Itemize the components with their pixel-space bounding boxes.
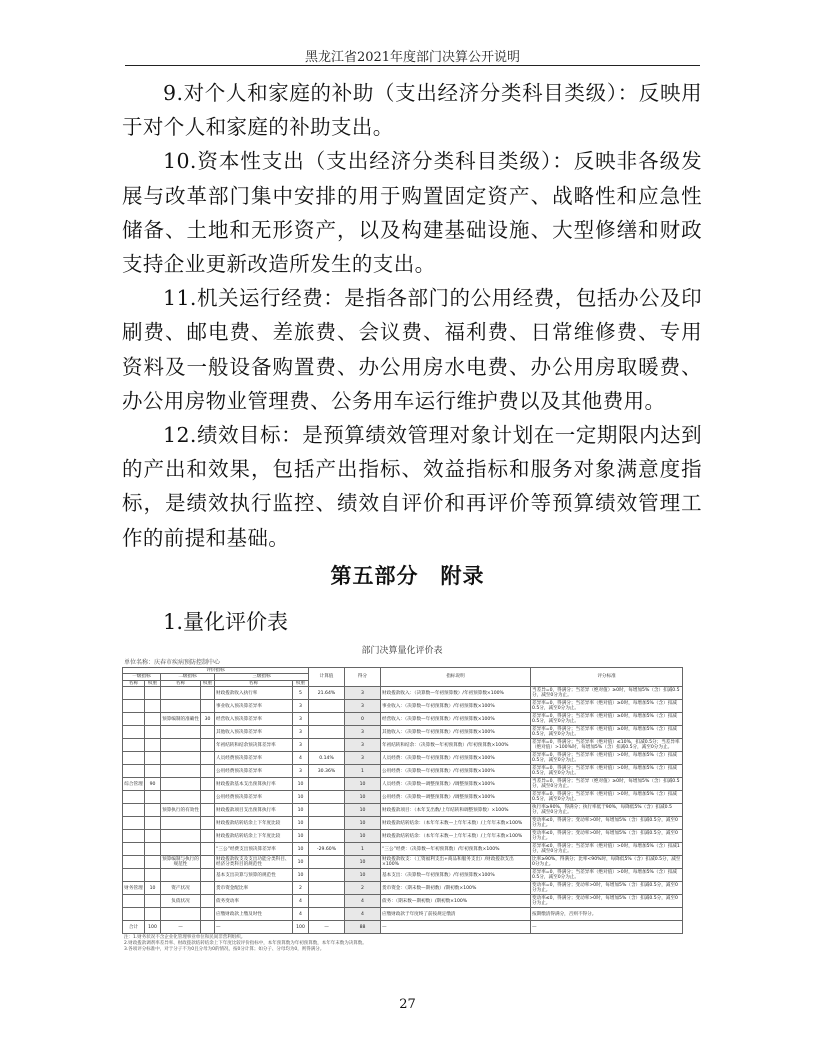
level2-weight [201, 726, 215, 739]
header-score: 得分 [345, 668, 381, 687]
level2-weight [201, 843, 215, 856]
level2-name [161, 869, 201, 882]
table-row [123, 908, 683, 921]
criteria-text: 变动率=0，得满分；变动率>0时，每增加5%（含）扣减0.5分，减至0分为止。 [531, 882, 683, 895]
level2-name [161, 739, 201, 752]
level3-weight: 10 [293, 791, 309, 804]
level1-weight [145, 700, 161, 713]
criteria-text: 变动率≤0，得满分；变动率>0时，每增加5%（含）扣减0.5分，减至0分为止。 [531, 830, 683, 843]
level2-weight [201, 830, 215, 843]
level2-name [161, 687, 201, 700]
header-calc: 计算值 [309, 668, 345, 687]
formula-text: 财政拨款结转结余：（本年年末数—上年年末数）/上年年末数×100% [381, 830, 531, 843]
level3-name: 基本支出决算与预算的规范性 [215, 869, 293, 882]
header-group: 评价指标 [123, 668, 309, 674]
level1-weight: 10 [145, 882, 161, 895]
formula-text: “三公”经费：（决算数—年初预算数）/年初预算数×100% [381, 843, 531, 856]
level3-weight: 3 [293, 700, 309, 713]
level1-name [123, 765, 145, 778]
header-formula: 指标说明 [381, 668, 531, 687]
score-value: 88 [345, 921, 381, 934]
calc-value: 21.64% [309, 687, 345, 700]
evaluation-table [122, 667, 683, 934]
level1-weight [145, 830, 161, 843]
level1-weight [145, 817, 161, 830]
calc-value [309, 713, 345, 726]
level1-name [123, 869, 145, 882]
level1-name [123, 817, 145, 830]
level2-weight [201, 739, 215, 752]
header-level2: 二级指标 [161, 674, 215, 680]
header-name: 名称 [123, 680, 145, 686]
calc-value [309, 778, 345, 791]
header-rule [125, 65, 700, 66]
level3-name: 事业收入预决算差异率 [215, 700, 293, 713]
level3-name: 其他收入预决算差异率 [215, 726, 293, 739]
formula-text: 人员经费：（决算数—调整预算数）/调整预算数×100% [381, 778, 531, 791]
criteria-text: 差异率=0，得满分；当差异率（绝对值）≤10%，扣减0.5分；当差异率（绝对值）>100%时，每增加5%（含）扣减0.5分，减至0分为止。 [531, 739, 683, 752]
formula-text: — [381, 921, 531, 934]
level3-name: 年初结转和结余预决算差异率 [215, 739, 293, 752]
level2-weight [201, 869, 215, 882]
table-row [123, 856, 683, 869]
level2-name [161, 726, 201, 739]
evaluation-table-container [122, 644, 682, 953]
level1-name [123, 700, 145, 713]
level3-name: — [215, 921, 293, 934]
level2-name [161, 908, 201, 921]
table-note: 2.财政拨款调剂率差异率、财政拨款结转结余上下年度比较评价指标中，本年预算数为年初预算数，本年年末数为决算数。 [124, 941, 367, 947]
paragraph-10: 10.资本性支出（支出经济分类科目类级）：反映非各级发展与改革部门集中安排的用于购置固定资产、战略性和应急性储备、土地和无形资产，以及构建基础设施、大型修缮和财政支持企业更新改造所发生的支出。 [122, 149, 702, 277]
level2-name [161, 791, 201, 804]
calc-value [309, 856, 345, 869]
score-value: 10 [345, 778, 381, 791]
table-row [123, 843, 683, 856]
level3-name: 财政拨款结转结余上下年度比较 [215, 830, 293, 843]
level1-name [123, 726, 145, 739]
level1-weight [145, 856, 161, 869]
header-name: 名称 [161, 680, 201, 686]
level3-name: 经营收入预决算差异率 [215, 713, 293, 726]
score-value: 10 [345, 869, 381, 882]
level1-name [123, 895, 145, 908]
level2-name: 资产状况 [161, 882, 201, 895]
level1-weight: 100 [145, 921, 161, 934]
formula-text: 财政拨款项目：（本年支出数/上年结转和调整预算数）×100% [381, 804, 531, 817]
score-value: 10 [345, 817, 381, 830]
table-note: 注：1.财务状况不含企业化管理事业单位和民间非营利组织。 [124, 935, 246, 941]
score-value: 1 [345, 843, 381, 856]
table-row [123, 778, 683, 791]
level3-name: 应缴财政款上缴及时性 [215, 908, 293, 921]
level3-weight: 4 [293, 895, 309, 908]
formula-text: 货币资金：（期末数—期初数）/期初数×100% [381, 882, 531, 895]
header-name: 名称 [215, 680, 293, 686]
level1-name [123, 856, 145, 869]
level3-weight: 3 [293, 726, 309, 739]
score-value: 4 [345, 908, 381, 921]
formula-text: 债务：（期末数—期初数）/期初数×100% [381, 895, 531, 908]
score-value: 2 [345, 882, 381, 895]
table-row [123, 791, 683, 804]
table-note: 3.各项评分标准中，对于分子不为0且分母为0的情况，按0分计算；如分子、分母均为0，则得满分。 [124, 947, 325, 953]
level1-weight [145, 726, 161, 739]
level2-name [161, 830, 201, 843]
level3-name: 财政拨款项目支出预算执行率 [215, 804, 293, 817]
level3-weight: 2 [293, 882, 309, 895]
level1-name [123, 791, 145, 804]
level2-weight: 30 [201, 713, 215, 726]
score-value: 10 [345, 830, 381, 843]
level1-name [123, 752, 145, 765]
header-row-1 [123, 668, 683, 674]
subheading: 1.量化评价表 [163, 610, 289, 634]
level2-weight [201, 765, 215, 778]
table-row [123, 726, 683, 739]
level3-name: “三公”经费支出预决算差异率 [215, 843, 293, 856]
score-value: 3 [345, 739, 381, 752]
level2-name: 负债状况 [161, 895, 201, 908]
level3-name: 人员经费预决算差异率 [215, 752, 293, 765]
level1-weight [145, 843, 161, 856]
header-weight: 权重 [201, 680, 215, 686]
level1-weight [145, 765, 161, 778]
level3-name: 货币资金配比率 [215, 882, 293, 895]
body-text [122, 76, 702, 555]
level2-name: 预算编制的准确性 [161, 713, 201, 726]
formula-text: 人员经费：（决算数—年初预算数）/年初预算数×100% [381, 752, 531, 765]
table-row [123, 752, 683, 765]
table-row [123, 895, 683, 908]
header-level1: 一级指标 [123, 674, 161, 680]
level2-weight [201, 752, 215, 765]
criteria-text: 当差异=0，得满分；当差异（绝对值）≥0时，每增加5%（含）扣减0.5分，减至0分为止。 [531, 778, 683, 791]
paragraph-11: 11.机关运行经费：是指各部门的公用经费，包括办公及印刷费、邮电费、差旅费、会议费、福利费、日常维修费、专用资料及一般设备购置费、办公用房水电费、办公用房取暖费、办公用房物业管理费、公务用车运行维护费以及其他费用。 [122, 286, 702, 413]
calc-value [309, 700, 345, 713]
criteria-text: 按期缴清得满分，否则不得分。 [531, 908, 683, 921]
formula-text: 财政拨款收支：（工资福利支出+商品和服务支出）/财政拨款支出×100% [381, 856, 531, 869]
level3-weight: 10 [293, 778, 309, 791]
criteria-text: 差异率=0，得满分；当差异率（绝对值）>0时，每增加5%（含）扣减0.5分，减至0分为止。 [531, 869, 683, 882]
level2-name [161, 765, 201, 778]
level1-weight [145, 895, 161, 908]
level1-name [123, 830, 145, 843]
table-title: 部门决算量化评价表 [361, 646, 443, 656]
calc-value [309, 791, 345, 804]
table-unit: 单位名称：庆春市疾病预防控制中心 [124, 659, 221, 666]
level2-weight [201, 856, 215, 869]
level2-weight [201, 804, 215, 817]
level3-weight: 10 [293, 804, 309, 817]
header-weight: 权重 [145, 680, 161, 686]
level2-name: 预算编制与执行的规范性 [162, 856, 199, 868]
calc-value [309, 804, 345, 817]
calc-value [309, 869, 345, 882]
score-value: 10 [345, 856, 381, 869]
formula-text: 其他收入：（决算数—年初预算数）/年初预算数×100% [381, 726, 531, 739]
level1-weight [145, 713, 161, 726]
level3-weight: 10 [293, 830, 309, 843]
criteria-text: 执行率≥90%，得满分；执行率低于90%，每降低5%（含）扣减0.5分，减至0分为止。 [531, 804, 683, 817]
level1-weight [145, 791, 161, 804]
level1-name [123, 908, 145, 921]
criteria-text: 当差异=0，得满分；当差异（绝对值）≥0时，每增加5%（含）扣减0.5分，减至0分为止。 [531, 687, 683, 700]
calc-value [309, 882, 345, 895]
level1-weight [145, 908, 161, 921]
level2-weight [201, 908, 215, 921]
score-value: 3 [345, 726, 381, 739]
level2-weight [201, 895, 215, 908]
level2-name: 预算执行的有效性 [161, 804, 201, 817]
level3-weight: 10 [293, 843, 309, 856]
formula-text: 应缴财政款于年度终了前按规定缴清 [381, 908, 531, 921]
table-row [123, 765, 683, 778]
level1-name [123, 739, 145, 752]
level2-name [161, 752, 201, 765]
criteria-text: 差异率=0，得满分；当差异率（绝对值）≥0时，每增加5%（含）扣减0.5分，减至0分为止。 [531, 713, 683, 726]
calc-value [309, 830, 345, 843]
criteria-text: 差异率≤0，得满分；当差异率（绝对值）>0时，每增加5%（含）扣减1分，减至0分为止。 [531, 843, 683, 856]
running-header: 黑龙江省2021年度部门决算公开说明 [304, 50, 521, 65]
level2-weight [201, 700, 215, 713]
level2-name: — [161, 921, 201, 934]
level1-name [123, 804, 145, 817]
calc-value [309, 895, 345, 908]
level2-name [161, 817, 201, 830]
table-row [123, 830, 683, 843]
formula-text: 事业收入：（决算数—年初预算数）/年初预算数×100% [381, 700, 531, 713]
level2-weight [201, 817, 215, 830]
level3-name: 财政拨款收支及支出功能分类科目、经济分类科目的规范性 [215, 856, 293, 869]
table-row [123, 739, 683, 752]
score-value: 3 [345, 687, 381, 700]
section-title: 第五部分 附录 [330, 564, 485, 588]
level3-name: 财政拨款基本支出预算执行率 [215, 778, 293, 791]
formula-text: 公用经费：（决算数—年初预算数）/年初预算数×100% [381, 765, 531, 778]
level1-weight [145, 752, 161, 765]
level2-name [161, 778, 201, 791]
header-weight: 权重 [293, 680, 309, 686]
calc-value [309, 726, 345, 739]
level2-weight [201, 687, 215, 700]
level3-weight: 3 [293, 713, 309, 726]
level1-weight: 90 [145, 778, 161, 791]
table-row [123, 869, 683, 882]
page-number: 27 [399, 997, 416, 1012]
score-value: 4 [345, 895, 381, 908]
header-criteria: 评分标准 [531, 668, 683, 687]
score-value: 10 [345, 791, 381, 804]
level1-weight [145, 739, 161, 752]
level3-weight: 4 [293, 908, 309, 921]
score-value: 3 [345, 700, 381, 713]
level3-name: 债务变动率 [215, 895, 293, 908]
calc-value [309, 908, 345, 921]
criteria-text: — [531, 921, 683, 934]
level1-name: 财务管理 [123, 882, 145, 895]
level1-name [123, 713, 145, 726]
level2-weight [201, 778, 215, 791]
formula-text: 经营收入：（决算数—年初预算数）/年初预算数×100% [381, 713, 531, 726]
table-row [123, 882, 683, 895]
level1-name: 综合管理 [123, 778, 145, 791]
criteria-text: 比率≥90%，得满分；比率<90%时，每降低5%（含）扣减0.5分，减至0分为止。 [531, 856, 683, 869]
table-row [123, 687, 683, 700]
level3-weight: 10 [293, 869, 309, 882]
level1-weight [145, 804, 161, 817]
level3-name: 财政拨款结转结余上下年度比较 [215, 817, 293, 830]
level1-weight [145, 869, 161, 882]
formula-text: 年初结转和结余：（决算数—年初预算数）/年初预算数×100% [381, 739, 531, 752]
level2-weight [201, 791, 215, 804]
calc-value [309, 739, 345, 752]
table-row [123, 804, 683, 817]
level2-name [161, 843, 201, 856]
formula-text: 公用经费：（决算数—调整预算数）/调整预算数×100% [381, 791, 531, 804]
formula-text: 财政拨款收入：（决算数—年初预算数）/年初预算数×100% [381, 687, 531, 700]
criteria-text: 差异率=0，得满分；当差异率（绝对值）≥0时，每增加5%（含）扣减0.5分，减至0分为止。 [531, 700, 683, 713]
formula-text: 财政拨款结转结余：（本年年末数—上年年末数）/上年年末数×100% [381, 817, 531, 830]
table-row [123, 713, 683, 726]
criteria-text: 差异率=0，得满分；当差异率（绝对值）>0时，每增加5%（含）扣减0.5分，减至0分为止。 [531, 752, 683, 765]
criteria-text: 差异率=0，得满分；当差异率（绝对值）≥0时，每增加5%（含）扣减0.5分，减至0分为止。 [531, 726, 683, 739]
score-value: 1 [345, 765, 381, 778]
evaluation-table-body [123, 687, 683, 934]
criteria-text: 变动率≤0，得满分；变动率>0时，每增加5%（含）扣减0.5分，减至0分为止。 [531, 817, 683, 830]
calc-value: -29.60% [309, 843, 345, 856]
table-row [123, 700, 683, 713]
criteria-text: 差异率=0，得满分；当差异率（绝对值）>0时，每增加5%（含）扣减0.5分，减至0分为止。 [531, 765, 683, 778]
level3-weight: 5 [293, 687, 309, 700]
score-value: 10 [345, 804, 381, 817]
criteria-text: 变动率≤0，得满分；变动率>0时，每增加5%（含）扣减0.5分，减至0分为止。 [531, 895, 683, 908]
formula-text: 基本支出：（决算数—年初预算数）/年初预算数×100% [381, 869, 531, 882]
level1-name [123, 843, 145, 856]
calc-value: — [309, 921, 345, 934]
level1-name: 合计 [123, 921, 145, 934]
table-notes [122, 935, 682, 953]
level3-name: 公用经费预决算差异率 [215, 791, 293, 804]
level3-weight: 3 [293, 739, 309, 752]
table-row [123, 817, 683, 830]
level3-weight: 100 [293, 921, 309, 934]
level3-weight: 10 [293, 856, 309, 869]
header-level3: 三级指标 [215, 674, 309, 680]
calc-value: 30.36% [309, 765, 345, 778]
level2-name [161, 700, 201, 713]
score-value: 0 [345, 713, 381, 726]
paragraph-9: 9.对个人和家庭的补助（支出经济分类科目类级）：反映用于对个人和家庭的补助支出。 [122, 81, 702, 140]
calc-value: 0.14% [309, 752, 345, 765]
level3-name: 财政拨款收入执行率 [215, 687, 293, 700]
level1-name [123, 687, 145, 700]
level3-weight: 3 [293, 765, 309, 778]
score-value: 3 [345, 752, 381, 765]
criteria-text: 差异率=0，得满分；当差异率（绝对值）>0时，每增加5%（含）扣减0.5分，减至0分为止。 [531, 791, 683, 804]
level2-weight [201, 921, 215, 934]
level3-name: 公用经费预决算差异率 [215, 765, 293, 778]
level3-weight: 4 [293, 752, 309, 765]
paragraph-12: 12.绩效目标：是预算绩效管理对象计划在一定期限内达到的产出和效果，包括产出指标、效益指标和服务对象满意度指标，是绩效执行监控、绩效自评价和再评价等预算绩效管理工作的前提和基础。 [122, 423, 702, 550]
calc-value [309, 817, 345, 830]
level1-weight [145, 687, 161, 700]
table-row [123, 921, 683, 934]
level2-weight [201, 882, 215, 895]
level3-weight: 10 [293, 817, 309, 830]
